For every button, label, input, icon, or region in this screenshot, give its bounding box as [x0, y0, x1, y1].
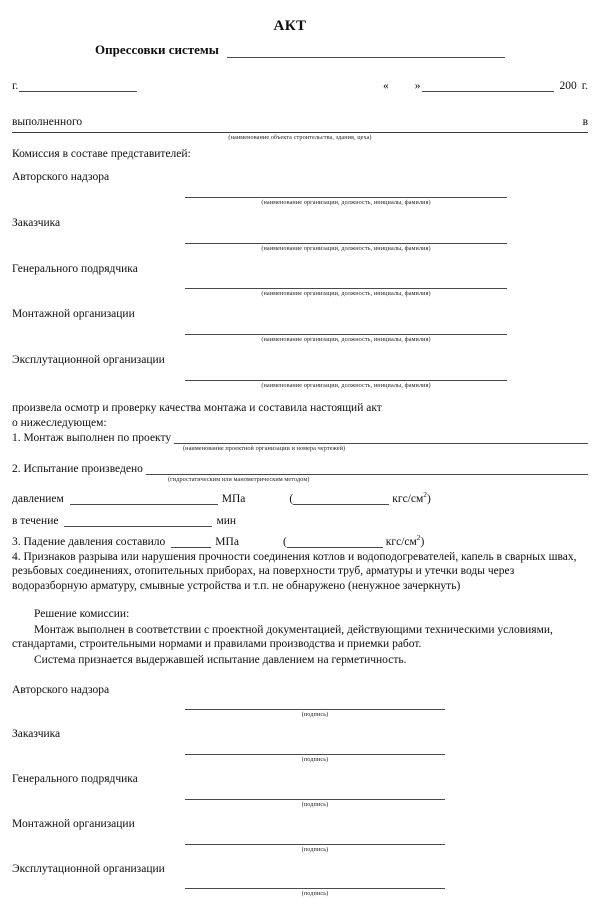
- performed-row: [0, 116, 600, 128]
- pressure-row: [0, 489, 600, 505]
- member-label: Монтажной организации: [12, 308, 135, 321]
- signature-input[interactable]: [185, 799, 445, 800]
- day-quote-open: «: [382, 80, 389, 92]
- signatory-label: Генерального подрядчика: [12, 773, 138, 786]
- duration-unit: мин: [216, 514, 237, 527]
- member-line-wrap: [185, 243, 507, 252]
- member-input[interactable]: [185, 380, 507, 381]
- member-input[interactable]: [185, 288, 507, 289]
- signature-line-wrap: [185, 709, 445, 718]
- duration-label: в течение: [12, 514, 59, 527]
- member-input[interactable]: [185, 243, 507, 244]
- member-label: Генерального подрядчика: [12, 262, 138, 275]
- signature-input[interactable]: [185, 754, 445, 755]
- subtitle-row: [0, 42, 600, 58]
- page-title: АКТ: [273, 18, 307, 34]
- signature-row: [0, 684, 600, 719]
- item-3-label: 3. Падение давления составило: [12, 535, 166, 548]
- decision-line-2: Система признается выдержавшей испытание давлением на герметичность.: [34, 653, 407, 666]
- document-page: [0, 18, 600, 898]
- member-line-wrap: [185, 334, 507, 343]
- signatory-label: Авторского надзора: [12, 683, 110, 696]
- item-3-row: [0, 532, 600, 548]
- signature-caption: (подпись): [301, 890, 329, 898]
- member-caption: (наименование организации, должность, инициалы, фамилия): [261, 198, 431, 206]
- member-caption: (наименование организации, должность, инициалы, фамилия): [261, 336, 431, 344]
- year-suffix-label: г.: [581, 80, 588, 92]
- paren-close: ): [420, 535, 425, 548]
- member-line-wrap: [185, 288, 507, 297]
- item-1-caption: (наименование проектной организации и номера чертежей): [183, 445, 346, 453]
- signature-input[interactable]: [185, 844, 445, 845]
- paren-close: ): [427, 492, 431, 505]
- member-caption: (наименование организации, должность, инициалы, фамилия): [261, 290, 431, 298]
- member-line-wrap: [185, 380, 507, 389]
- item-2-row: [0, 462, 600, 475]
- subtitle-label: Опрессовки системы: [95, 42, 219, 57]
- commission-member-row: [0, 354, 600, 389]
- item-2-label: 2. Испытание произведено: [12, 462, 143, 475]
- signature-line-wrap: [185, 754, 445, 763]
- item-1-label: 1. Монтаж выполнен по проекту: [12, 432, 172, 445]
- decision-heading: Решение комиссии:: [34, 607, 130, 620]
- signature-caption: (подпись): [301, 845, 329, 853]
- inspection-statement-line1: произвела осмотр и проверку качества монтажа и составила настоящий акт: [12, 401, 382, 414]
- item-1-input[interactable]: [174, 431, 588, 444]
- item-3-unit-kgs: кгс/$см^2$: [385, 532, 421, 548]
- day-quote-close: »: [414, 80, 421, 92]
- member-caption: (наименование организации, должность, инициалы, фамилия): [261, 381, 431, 389]
- pressure-label: давлением: [12, 492, 64, 505]
- system-name-field[interactable]: [227, 44, 505, 58]
- commission-member-row: [0, 217, 600, 252]
- object-caption: (наименование объекта строительства, здания, цеха): [228, 134, 372, 141]
- signature-row: [0, 818, 600, 853]
- signature-line-wrap: [185, 888, 445, 897]
- item-3-kgs-group: [282, 532, 425, 548]
- signature-caption: (подпись): [301, 711, 329, 719]
- signature-row: [0, 773, 600, 808]
- member-line-wrap: [185, 197, 507, 206]
- city-input[interactable]: [19, 80, 137, 92]
- pressure-mpa-input[interactable]: [70, 492, 218, 505]
- performed-label: выполненного: [12, 116, 83, 128]
- signature-row: [0, 728, 600, 763]
- performed-in-label: в: [582, 116, 588, 128]
- inspection-statement-line2: о нижеследующем:: [12, 416, 107, 429]
- commission-lead: Комиссия в составе представителей:: [12, 148, 191, 161]
- item-2-caption: (гидростатическим или манометрическим методом): [168, 475, 310, 483]
- signature-input[interactable]: [185, 709, 445, 710]
- object-name-field[interactable]: [12, 132, 588, 133]
- member-label: Авторского надзора: [12, 171, 110, 184]
- city-prefix-label: г.: [12, 80, 19, 92]
- paren-open: (: [282, 535, 287, 548]
- signature-line-wrap: [185, 844, 445, 853]
- item-1-row: [0, 431, 600, 444]
- paren-open: (: [289, 492, 294, 505]
- signatory-label: Заказчика: [12, 728, 61, 741]
- city-date-row: [0, 80, 600, 92]
- member-label: Заказчика: [12, 216, 61, 229]
- month-input[interactable]: [422, 80, 554, 92]
- commission-member-row: [0, 308, 600, 343]
- pressure-unit-mpa: МПа: [221, 492, 246, 505]
- decision-line-1: Монтаж выполнен в соответствии с проектной документацией, действующими техническими условиями, стандартами, строительными нормами и правилами производства и приемки работ.: [12, 623, 553, 651]
- member-input[interactable]: [185, 334, 507, 335]
- signature-line-wrap: [185, 799, 445, 808]
- pressure-kgs-input[interactable]: [293, 492, 389, 505]
- member-label: Эксплутационной организации: [12, 354, 165, 367]
- pressure-kgs-group: [289, 489, 431, 505]
- member-input[interactable]: [185, 197, 507, 198]
- year-prefix-label: 200: [559, 80, 577, 92]
- signature-caption: (подпись): [301, 800, 329, 808]
- signature-input[interactable]: [185, 888, 445, 889]
- signatory-label: Монтажной организации: [12, 817, 135, 830]
- item-2-input[interactable]: [146, 462, 588, 475]
- item-3-unit-mpa: МПа: [215, 535, 239, 548]
- duration-row: [0, 514, 600, 527]
- commission-member-row: [0, 263, 600, 298]
- signature-caption: (подпись): [301, 756, 329, 764]
- commission-member-row: [0, 171, 600, 206]
- item-4-text: 4. Признаков разрыва или нарушения прочности соединения котлов и водоподогревателей, капель в сварных швах, резьбовых соединениях, отопительных приборах, на поверхности труб, арматуры и утечки воды через водоразборную арматуру, смывные устройства и т.п. не обнаружено (ненужное зачеркнуть): [12, 550, 577, 593]
- duration-input[interactable]: [64, 514, 212, 527]
- signature-row: [0, 863, 600, 898]
- pressure-unit-kgs: кгс/$см^2$: [392, 489, 427, 505]
- item-3-mpa-input[interactable]: [171, 535, 211, 548]
- item-3-kgs-input[interactable]: [287, 535, 383, 548]
- member-caption: (наименование организации, должность, инициалы, фамилия): [261, 244, 431, 252]
- signatory-label: Эксплутационной организации: [12, 862, 165, 875]
